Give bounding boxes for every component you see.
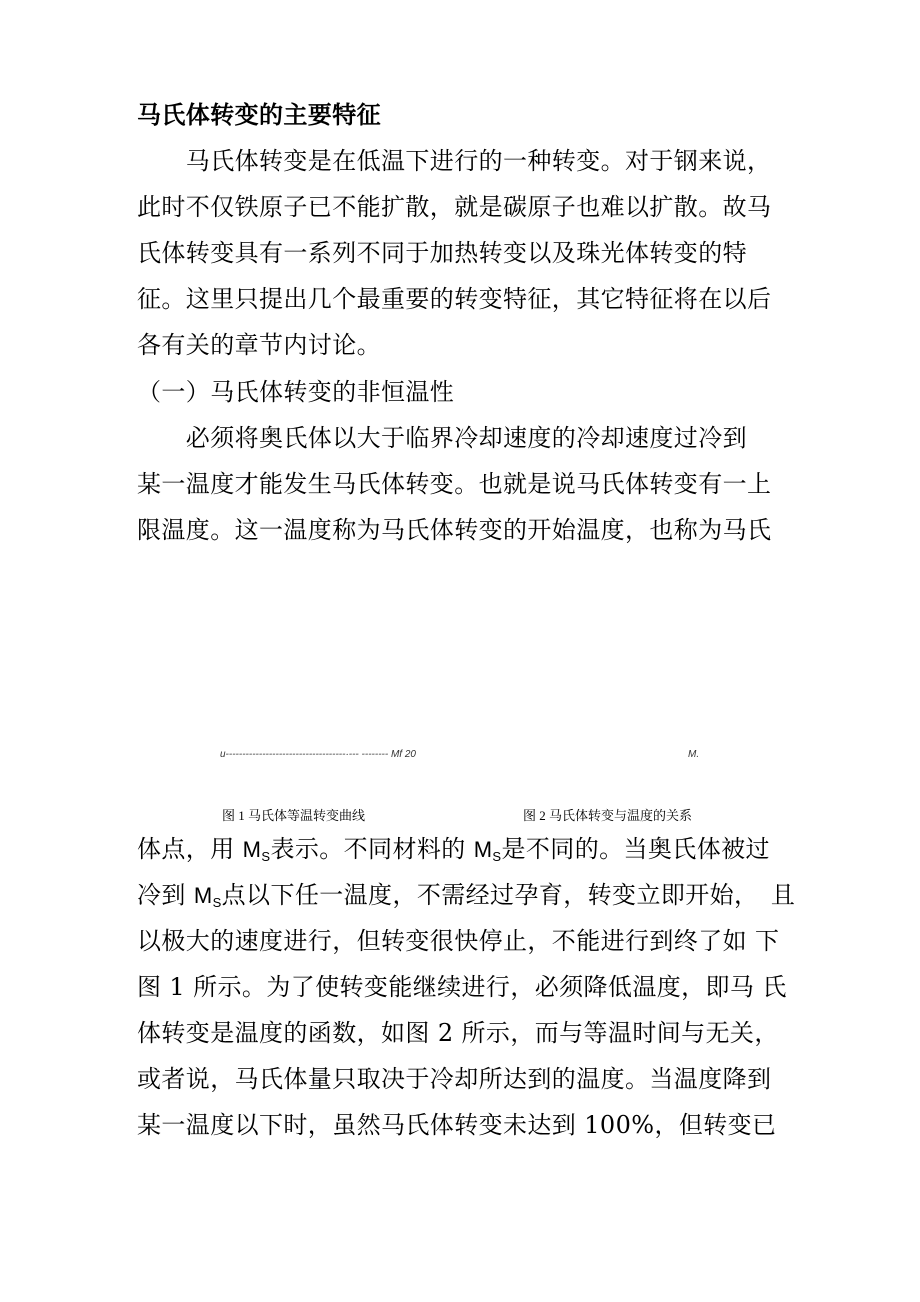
text: 点以下任一温度，不需经过孕育，转变立即开始， 且 <box>221 881 796 909</box>
paragraph-line: 各有关的章节内讨论。 <box>137 331 381 359</box>
paragraph-line: 某一温度以下时，虽然马氏体转变未达到 100%，但转变已 <box>137 1111 777 1139</box>
paragraph-line <box>137 880 795 918</box>
paragraph-line <box>137 834 770 872</box>
ms-sub: S <box>212 895 222 910</box>
ms-symbol <box>194 883 222 908</box>
figure-1-caption: 图 1 马氏体等温转变曲线 <box>222 808 366 823</box>
subsection-heading: （一）马氏体转变的非恒温性 <box>137 378 455 406</box>
paragraph-line: 以极大的速度进行，但转变很快停止，不能进行到终了如 下 <box>137 927 780 955</box>
paragraph-line: 马氏体转变是在低温下进行的一种转变。对于钢来说， <box>137 147 772 175</box>
ms-m: M <box>473 837 493 862</box>
ms-m: M <box>242 837 262 862</box>
paragraph-line: 体转变是温度的函数，如图 2 所示，而与等温时间与无关， <box>137 1019 779 1047</box>
paragraph-line: 某一温度才能发生马氏体转变。也就是说马氏体转变有一上 <box>137 470 772 498</box>
text: 表示。不同材料的 <box>270 835 474 863</box>
ms-m: M <box>193 883 213 908</box>
figure-2-residue: M. <box>688 749 700 760</box>
paragraph-line: 或者说，马氏体量只取决于冷却所达到的温度。当温度降到 <box>137 1065 772 1093</box>
section-title: 马氏体转变的主要特征 <box>137 100 381 129</box>
paragraph-line: 此时不仅铁原子已不能扩散，就是碳原子也难以扩散。故马 <box>137 193 772 221</box>
paragraph-line: 限温度。这一温度称为马氏体转变的开始温度，也称为马氏 <box>137 516 772 544</box>
ms-symbol <box>474 837 502 862</box>
text: 是不同的。当奥氏体被过 <box>501 835 770 863</box>
text: 冷到 <box>137 881 194 909</box>
paragraph-line: 氏体转变具有一系列不同于加热转变以及珠光体转变的特 <box>137 239 747 267</box>
ms-sub: S <box>492 849 502 864</box>
ms-sub: S <box>261 849 271 864</box>
figure-2-caption: 图 2 马氏体转变与温度的关系 <box>523 808 693 823</box>
paragraph-line: 必须将奥氏体以大于临界冷却速度的冷却速度过冷到 <box>137 424 747 452</box>
text: 体点，用 <box>137 835 243 863</box>
paragraph-line: 图 1 所示。为了使转变能继续进行，必须降低温度，即马 氏 <box>137 973 787 1001</box>
ms-symbol <box>243 837 271 862</box>
paragraph-line: 征。这里只提出几个最重要的转变特征，其它特征将在以后 <box>137 285 772 313</box>
figure-1-residue: u------------------------------------·--- -------- Mf 20 <box>220 749 416 760</box>
